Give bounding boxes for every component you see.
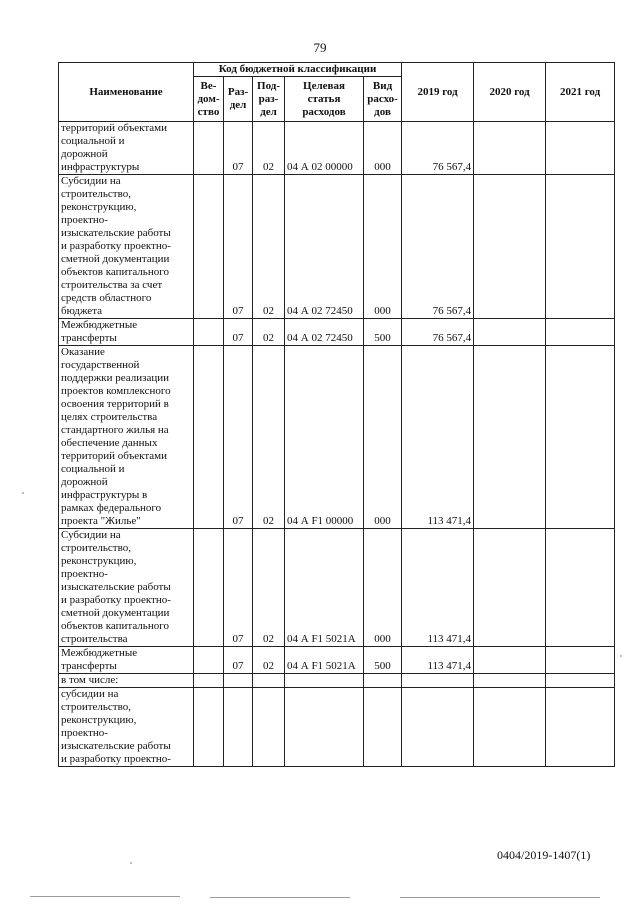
row-vid xyxy=(364,674,402,688)
table-header xyxy=(59,63,615,122)
row-2021 xyxy=(546,122,615,175)
row-2020 xyxy=(474,529,546,647)
row-vid: 000 xyxy=(364,122,402,175)
row-name: в том числе: xyxy=(59,674,194,688)
document-code: 0404/2019-1407(1) xyxy=(497,848,591,862)
row-vid: 500 xyxy=(364,647,402,674)
row-2020 xyxy=(474,346,546,529)
row-ved xyxy=(194,319,224,346)
row-target xyxy=(285,688,364,767)
row-2020 xyxy=(474,122,546,175)
header-2021: 2021 год xyxy=(546,63,615,122)
row-vid xyxy=(364,688,402,767)
row-target: 04 А F1 00000 xyxy=(285,346,364,529)
row-target: 04 А 02 72450 xyxy=(285,319,364,346)
table-row xyxy=(59,674,615,688)
row-2021 xyxy=(546,175,615,319)
row-podrazdel: 02 xyxy=(253,346,285,529)
row-target: 04 А 02 72450 xyxy=(285,175,364,319)
row-target xyxy=(285,674,364,688)
row-name: Межбюджетные трансферты xyxy=(59,647,194,674)
row-vid: 500 xyxy=(364,319,402,346)
row-ved xyxy=(194,674,224,688)
scan-artifact-dot xyxy=(130,862,132,864)
row-vid: 000 xyxy=(364,346,402,529)
row-podrazdel xyxy=(253,688,285,767)
scan-artifact-line xyxy=(210,897,350,898)
row-razdel xyxy=(224,674,253,688)
row-name: Субсидии на строительство, реконструкцию, проектно- изыскательские работы и разработку проектно- сметной документации объектов капитального строительства за счет средств областного бюджета xyxy=(59,175,194,319)
scan-artifact-dot xyxy=(620,655,622,657)
row-razdel: 07 xyxy=(224,175,253,319)
table-row xyxy=(59,647,615,674)
scan-artifact-dot xyxy=(22,492,24,494)
row-ved xyxy=(194,529,224,647)
header-target: Целевая статья расходов xyxy=(285,77,364,122)
row-2020 xyxy=(474,319,546,346)
row-podrazdel: 02 xyxy=(253,122,285,175)
row-razdel: 07 xyxy=(224,346,253,529)
row-2021 xyxy=(546,346,615,529)
row-razdel: 07 xyxy=(224,647,253,674)
header-vid: Вид расхо- дов xyxy=(364,77,402,122)
scan-artifact-line xyxy=(30,896,180,897)
row-2020 xyxy=(474,175,546,319)
table-row xyxy=(59,175,615,319)
row-2021 xyxy=(546,688,615,767)
header-razdel: Раз- дел xyxy=(224,77,253,122)
row-2021 xyxy=(546,319,615,346)
row-2021 xyxy=(546,647,615,674)
row-name: субсидии на строительство, реконструкцию, проектно- изыскательские работы и разработку проектно- xyxy=(59,688,194,767)
row-2019: 76 567,4 xyxy=(402,319,474,346)
table-row xyxy=(59,122,615,175)
row-razdel: 07 xyxy=(224,529,253,647)
row-2021 xyxy=(546,529,615,647)
scan-artifact-line xyxy=(400,897,600,898)
row-name: Субсидии на строительство, реконструкцию, проектно- изыскательские работы и разработку проектно- сметной документации объектов капитального строительства xyxy=(59,529,194,647)
header-ved: Ве- дом- ство xyxy=(194,77,224,122)
row-podrazdel xyxy=(253,674,285,688)
row-2019: 76 567,4 xyxy=(402,122,474,175)
table-row xyxy=(59,319,615,346)
row-target: 04 А F1 5021A xyxy=(285,647,364,674)
row-vid: 000 xyxy=(364,529,402,647)
row-target: 04 А 02 00000 xyxy=(285,122,364,175)
row-target: 04 А F1 5021A xyxy=(285,529,364,647)
table-row xyxy=(59,346,615,529)
row-2019: 113 471,4 xyxy=(402,529,474,647)
row-2019 xyxy=(402,674,474,688)
header-2020: 2020 год xyxy=(474,63,546,122)
row-podrazdel: 02 xyxy=(253,175,285,319)
row-podrazdel: 02 xyxy=(253,319,285,346)
table-row xyxy=(59,529,615,647)
row-podrazdel: 02 xyxy=(253,529,285,647)
row-ved xyxy=(194,346,224,529)
row-vid: 000 xyxy=(364,175,402,319)
header-name: Наименование xyxy=(59,63,194,122)
row-razdel xyxy=(224,688,253,767)
header-code-group: Код бюджетной классификации xyxy=(194,63,402,77)
row-2019: 113 471,4 xyxy=(402,647,474,674)
row-2020 xyxy=(474,674,546,688)
header-2019: 2019 год xyxy=(402,63,474,122)
row-name: Межбюджетные трансферты xyxy=(59,319,194,346)
row-razdel: 07 xyxy=(224,319,253,346)
table-row xyxy=(59,688,615,767)
page-number: 79 xyxy=(313,40,327,55)
row-2021 xyxy=(546,674,615,688)
row-razdel: 07 xyxy=(224,122,253,175)
row-2019: 76 567,4 xyxy=(402,175,474,319)
row-2020 xyxy=(474,647,546,674)
row-ved xyxy=(194,175,224,319)
budget-table xyxy=(58,62,615,767)
row-2020 xyxy=(474,688,546,767)
row-2019: 113 471,4 xyxy=(402,346,474,529)
row-2019 xyxy=(402,688,474,767)
row-ved xyxy=(194,122,224,175)
row-name: территорий объектами социальной и дорожной инфраструктуры xyxy=(59,122,194,175)
row-podrazdel: 02 xyxy=(253,647,285,674)
row-ved xyxy=(194,688,224,767)
header-podrazdel: Под- раз- дел xyxy=(253,77,285,122)
row-name: Оказание государственной поддержки реализации проектов комплексного освоения территорий в целях строительства стандартного жилья на обеспечение данных территорий объектами социальной и дорожной инфраструктуры в рамках федерального проекта "Жилье" xyxy=(59,346,194,529)
row-ved xyxy=(194,647,224,674)
